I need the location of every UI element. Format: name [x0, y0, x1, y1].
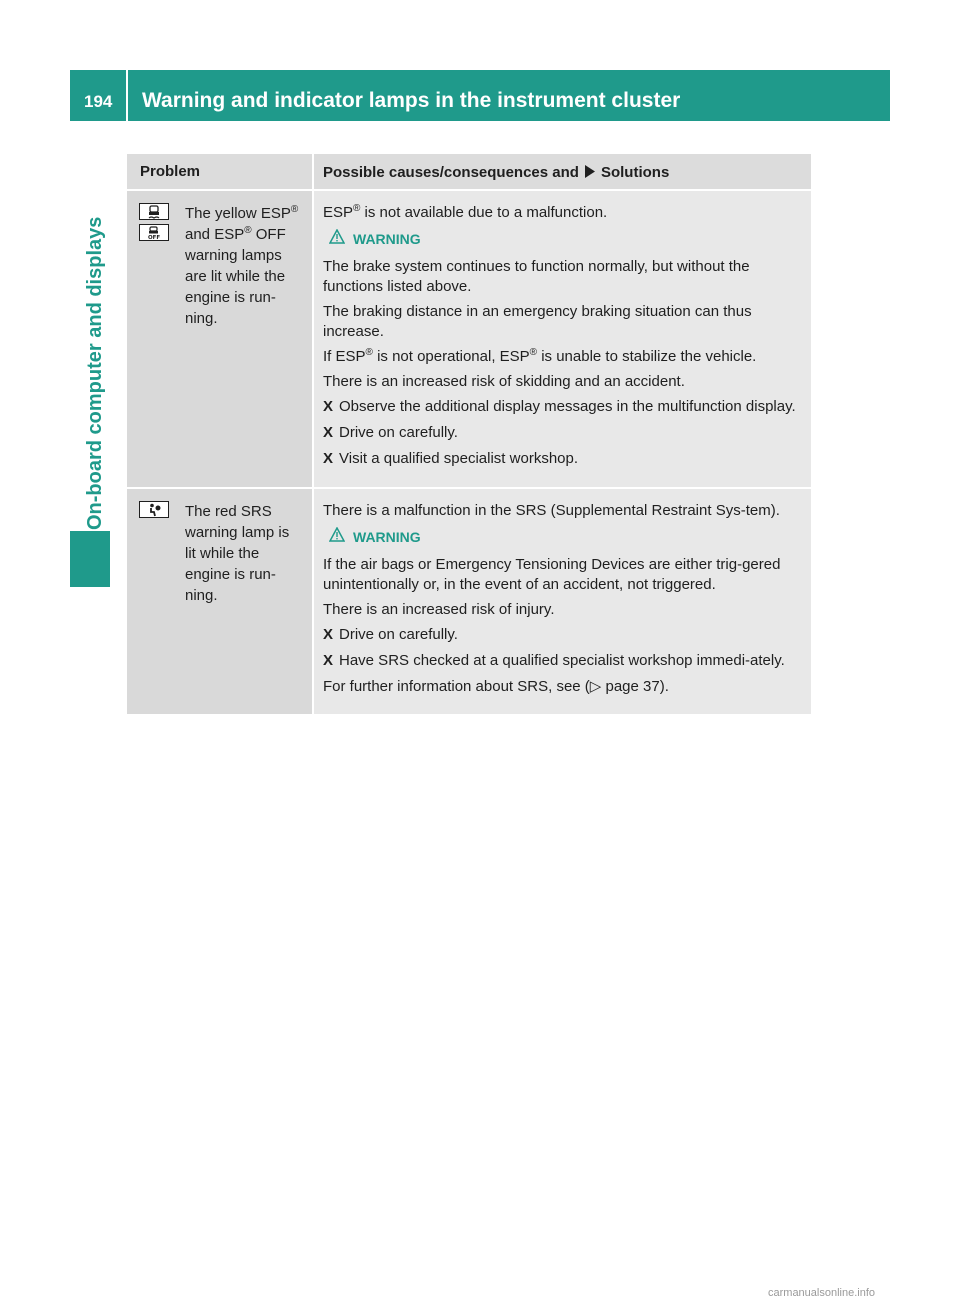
- warning-triangle-icon: [329, 229, 345, 249]
- warning-heading: [329, 527, 803, 547]
- page-header: [70, 70, 890, 121]
- problem-line-off: OFF: [251, 226, 286, 243]
- page-number: 194: [84, 92, 113, 111]
- cause-text: ESP® is not available due to a malfunction.: [323, 203, 608, 221]
- registered-mark: ®: [353, 203, 361, 214]
- table-header: [127, 154, 811, 189]
- problem-line: ning.: [185, 587, 218, 604]
- solution-cell: [314, 489, 811, 714]
- problem-line: ning.: [185, 310, 218, 327]
- problem-line: The red SRS: [185, 503, 272, 520]
- step-marker-icon: X: [323, 626, 334, 643]
- solution-cell: [314, 191, 811, 487]
- page-title: Warning and indicator lamps in the instrument cluster: [142, 89, 681, 112]
- warning-text: If ESP® is not operational, ESP® is unable to stabilize the vehicle.: [323, 347, 757, 365]
- warning-text: The brake system continues to function normally, but without the functions listed above.: [323, 258, 750, 295]
- step-marker-icon: X: [323, 450, 334, 467]
- esp-off-warning-lamp-icon: [139, 224, 169, 241]
- esp-warning-lamp-icon: [139, 203, 169, 220]
- step-marker-icon: X: [323, 652, 334, 669]
- column-header-solutions: [314, 154, 811, 189]
- solution-step: X Drive on carefully.: [323, 626, 458, 643]
- warning-text: There is an increased risk of injury.: [323, 601, 555, 618]
- svg-text:OFF: OFF: [148, 234, 161, 240]
- problem-cell: [127, 489, 314, 714]
- section-tab-marker: [70, 531, 110, 587]
- warning-label: WARNING: [353, 529, 421, 545]
- registered-mark: ®: [365, 347, 373, 358]
- warning-lamps-table: [127, 154, 811, 714]
- warning-label: WARNING: [353, 231, 421, 247]
- problem-line: warning lamp is: [185, 524, 290, 541]
- warning-text: The braking distance in an emergency braking situation can thus increase.: [323, 303, 752, 340]
- problem-description: [185, 501, 312, 702]
- registered-mark: ®: [529, 347, 538, 358]
- problem-line: are lit while the: [185, 268, 286, 285]
- column-header-problem: Problem: [127, 154, 314, 189]
- problem-line: warning lamps: [185, 247, 282, 264]
- problem-line: engine is run-: [185, 289, 276, 306]
- further-info-text: For further information about SRS, see (▷ page 37).: [323, 678, 669, 695]
- step-marker-icon: X: [323, 398, 334, 415]
- problem-line: and ESP: [185, 226, 245, 243]
- warning-triangle-icon: [329, 527, 345, 547]
- section-side-label: On-board computer and displays: [84, 216, 106, 530]
- problem-line: lit while the: [185, 545, 260, 562]
- solution-step: X Drive on carefully.: [323, 424, 458, 441]
- header-divider: [126, 70, 128, 121]
- srs-warning-lamp-icon: [139, 501, 169, 518]
- solution-step: X Visit a qualified specialist workshop.: [323, 450, 579, 467]
- warning-heading: [329, 229, 803, 249]
- solution-arrow-icon: [585, 165, 595, 182]
- table-row: [127, 487, 811, 714]
- column-header-solutions-prefix: Possible causes/consequences and: [323, 164, 579, 181]
- problem-cell: [127, 191, 314, 487]
- site-watermark: carmanualsonline.info: [768, 1287, 876, 1299]
- cause-text: There is a malfunction in the SRS (Supplemental Restraint Sys-tem).: [323, 502, 780, 519]
- registered-mark: ®: [244, 225, 252, 236]
- problem-line: engine is run-: [185, 566, 276, 583]
- registered-mark: ®: [290, 204, 299, 215]
- column-header-solutions-suffix: Solutions: [600, 164, 670, 181]
- step-marker-icon: X: [323, 424, 334, 441]
- solution-step: X Have SRS checked at a qualified specialist workshop immedi-ately.: [323, 652, 785, 669]
- warning-text: If the air bags or Emergency Tensioning Devices are either trig-gered unintentionally or, in the event of an accident, not triggered.: [323, 556, 781, 593]
- solution-step: X Observe the additional display messages in the multifunction display.: [323, 398, 796, 415]
- warning-text: There is an increased risk of skidding and an accident.: [323, 373, 685, 390]
- table-row: [127, 189, 811, 487]
- problem-description: [185, 203, 312, 475]
- problem-line: The yellow ESP: [185, 205, 291, 222]
